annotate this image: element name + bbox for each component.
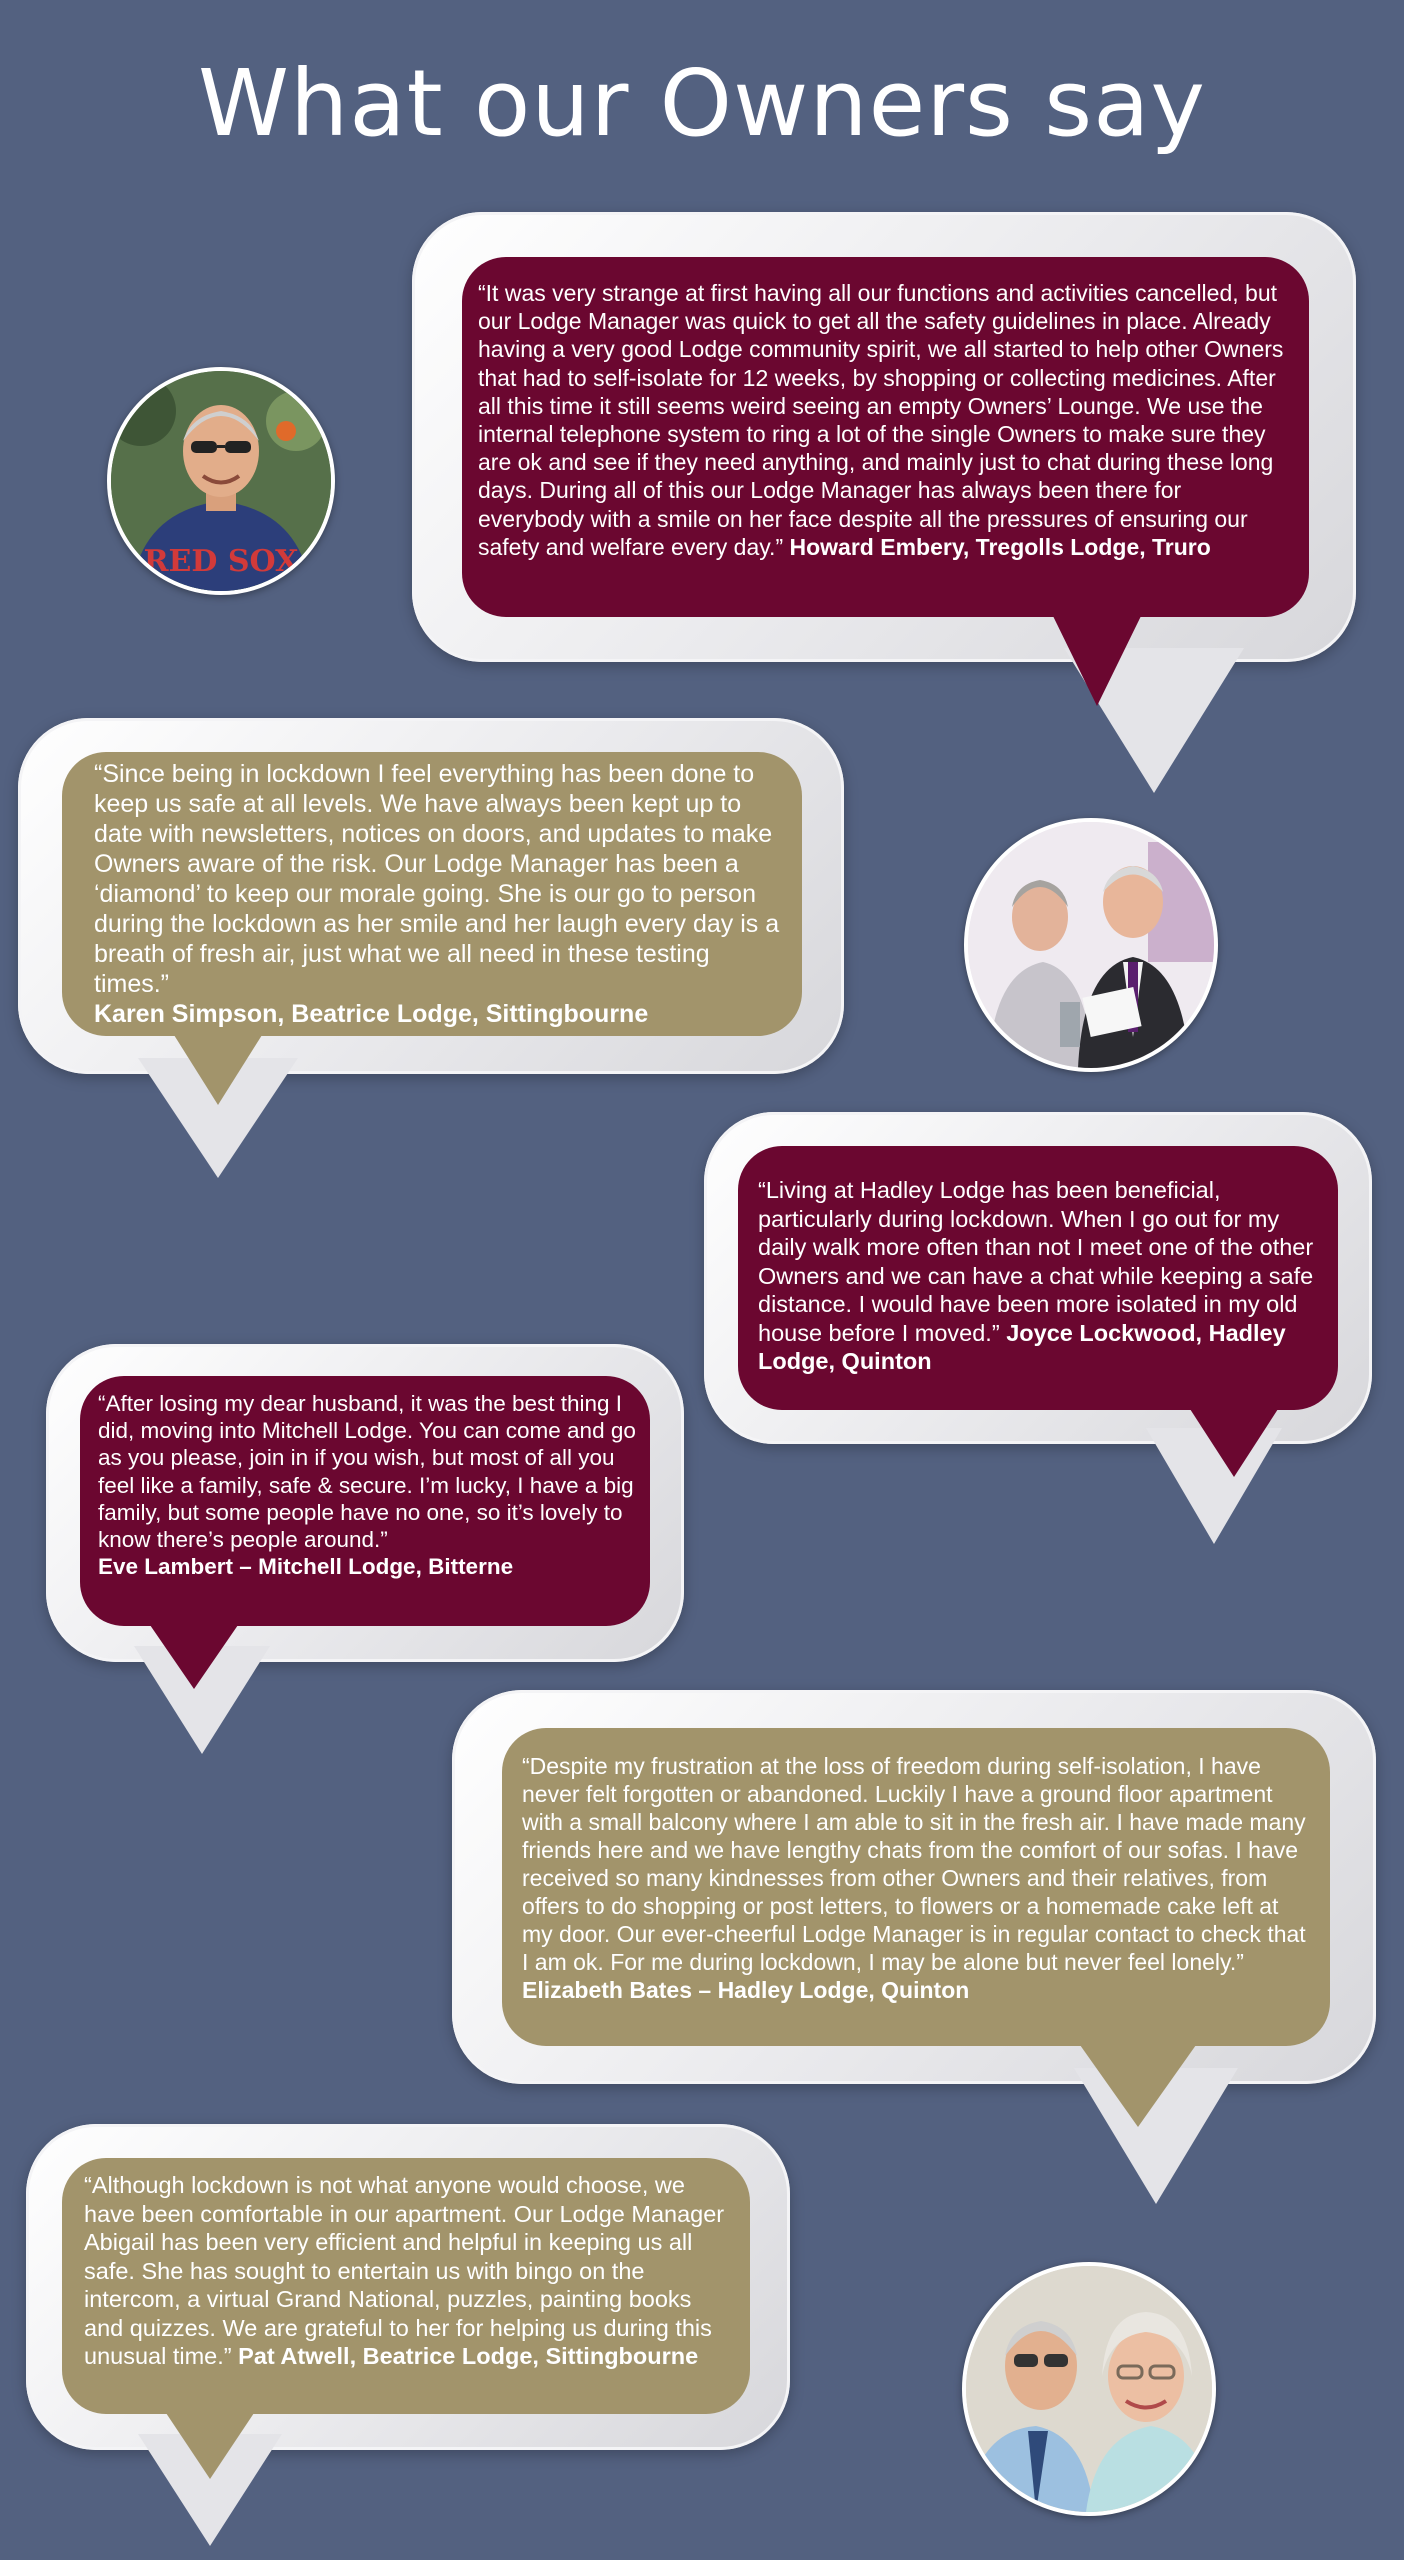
testimonial-author: Eve Lambert – Mitchell Lodge, Bitterne	[98, 1554, 514, 1580]
testimonial-card-3	[738, 1146, 1338, 1410]
owner-photo-karen	[964, 818, 1218, 1072]
testimonial-card-2	[62, 752, 802, 1036]
testimonial-author: Joyce Lockwood, Hadley Lodge, Quinton	[758, 1319, 1286, 1374]
testimonial-quote: “After losing my dear husband, it was the best thing I did, moving into Mitchell Lodge. You can come and go as you please, join in if you wish, but most of all you feel like a family, safe & secure. I’m lucky, I have a big family, but some people have no one, so it’s lovely to know there’s people around.”	[98, 1391, 636, 1553]
svg-text:RED SOX: RED SOX	[143, 544, 299, 579]
testimonial-card-6	[62, 2158, 750, 2414]
testimonial-card-5	[502, 1728, 1330, 2046]
testimonial-quote: “Since being in lockdown I feel everything has been done to keep us safe at all levels. We have always been kept up to date with newsletters, notices on doors, and updates to make Owners aware of the risk. Our Lodge Manager has been a ‘diamond’ to keep our morale going. She is our go to person during the lockdown as her smile and her laugh every day is a breath of fresh air, just what we all need in these testing times.”	[94, 760, 780, 998]
testimonial-card-4	[80, 1376, 650, 1626]
couple-award-photo-icon	[968, 822, 1214, 1068]
testimonial-author: Pat Atwell, Beatrice Lodge, Sittingbourne	[238, 2343, 699, 2369]
speech-bubble-1-inner-tail	[1053, 616, 1141, 706]
man-portrait-icon	[111, 371, 331, 591]
couple-portrait-icon	[966, 2266, 1212, 2512]
testimonial-quote: “Living at Hadley Lodge has been beneficial, particularly during lockdown. When I go out for my daily walk more often than not I meet one of the other Owners and we can have a chat while keeping a safe distance. I would have been more isolated in my old house before I moved.”	[758, 1177, 1314, 1346]
speech-bubble-3-inner-tail	[1190, 1409, 1278, 1477]
testimonial-author: Howard Embery, Tregolls Lodge, Truro	[789, 533, 1211, 560]
speech-bubble-2-inner-tail	[174, 1035, 262, 1105]
speech-bubble-5-inner-tail	[1080, 2045, 1196, 2127]
testimonial-quote: “Despite my frustration at the loss of freedom during self-isolation, I have never felt forgotten or abandoned. Luckily I have a ground floor apartment with a small balcony where I am able to sit in the fresh air. I have made many friends here and we have lengthy chats from the comfort of our sofas. I have received so many kindnesses from other Owners and their relatives, from offers to do shopping or post letters, to flowers or a homemade cake left at my door. Our ever-cheerful Lodge Manager is in regular contact to check that I am ok. For me during lockdown, I may be alone but never feel lonely.”	[522, 1753, 1306, 1975]
page-title: What our Owners say	[198, 50, 1206, 157]
owner-photo-howard	[107, 367, 335, 595]
owner-photo-pat	[962, 2262, 1216, 2516]
testimonial-quote: “Although lockdown is not what anyone would choose, we have been comfortable in our apartment. Our Lodge Manager Abigail has been very efficient and helpful in keeping us all safe. She has sought to entertain us with bingo on the intercom, a virtual Grand National, puzzles, painting books and quizzes. We are grateful to her for helping us during this unusual time.”	[84, 2172, 725, 2369]
testimonial-author: Karen Simpson, Beatrice Lodge, Sittingbourne	[94, 1000, 649, 1028]
testimonial-quote: “It was very strange at first having all our functions and activities cancelled, but our Lodge Manager was quick to get all the safety guidelines in place. Already having a very good Lodge community spirit, we all started to help other Owners that had to self-isolate for 12 weeks, by shopping or collecting medicines. After all this time it still seems weird seeing an empty Owners’ Lounge. We use the internal telephone system to ring a lot of the single Owners to make sure they are ok and see if they need anything, and mainly just to chat during these long days. During all of this our Lodge Manager has always been there for everybody with a smile on her face despite all the pressures of ensuring our safety and welfare every day.”	[478, 280, 1284, 560]
testimonial-author: Elizabeth Bates – Hadley Lodge, Quinton	[522, 1977, 970, 2003]
speech-bubble-4-inner-tail	[150, 1625, 238, 1689]
testimonial-card-1	[462, 257, 1309, 617]
speech-bubble-6-inner-tail	[166, 2413, 254, 2479]
